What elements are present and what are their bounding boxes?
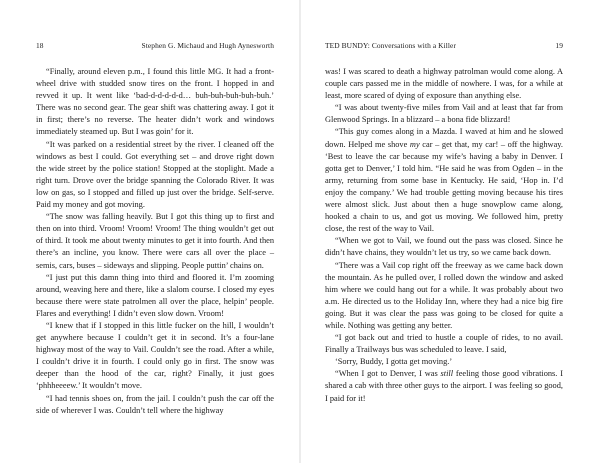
left-page-header [36, 40, 274, 52]
emphasis: still [440, 369, 454, 379]
paragraph: “Finally, around eleven p.m., I found this little MG. It had a front-wheel drive with studded snow tires on the front. I hopped in and revved it up. It went like ‘bad-d-d-d-d-d… buh-buh-buh-buh-buh.’ There was no second gear. The gear shift was chattering away. I got it in first; there’s no reverse. The heater didn’t work and windows immediately steamed up. But I was goin’ for it. [36, 67, 274, 137]
right-page-header [325, 40, 563, 52]
right-page [300, 0, 600, 463]
paragraph: “I was about twenty-five miles from Vail and at least that far from Glenwood Springs. In a blizzard – a bona fide blizzard! [325, 103, 563, 125]
paragraph: “I had tennis shoes on, from the jail. I couldn’t push the car off the side of wherever I was. Couldn’t tell where the highway [36, 393, 274, 415]
paragraph: “The snow was falling heavily. But I got this thing up to first and then on into third. Vroom! Vroom! Vroom! The thing wouldn’t get out of third. It took me about twenty minutes to get it into fourth. And then there’s an incline, you know. There were cars all over the place – semis, cars, buses – sideways and slipping. People puttin’ chains on. [36, 212, 274, 270]
left-running-head: Stephen G. Michaud and Hugh Aynesworth [141, 41, 274, 50]
paragraph: was! I was scared to death a highway patrolman would come along. A couple cars passed me in the middle of nowhere. I was, for a while at least, more scared of dying of exposure than anything else. [325, 67, 563, 101]
left-page-number: 18 [36, 41, 44, 50]
right-running-head: TED BUNDY: Conversations with a Killer [325, 41, 457, 50]
paragraph: “I got back out and tried to hustle a couple of rides, to no avail. Finally a Trailways bus was scheduled to leave. I said, [325, 333, 563, 355]
paragraph: “When we got to Vail, we found out the pass was closed. Since he didn’t have chains, they wouldn’t let us try, so we came back down. [325, 236, 563, 258]
emphasis: my [409, 139, 420, 149]
right-page-body [325, 66, 563, 405]
paragraph: ‘Sorry, Buddy, I gotta get moving.’ [335, 357, 453, 367]
paragraph: “When I got to Denver, I was still feeling those good vibrations. I shared a cab with three other guys to the airport. I was feeling so good, I paid for it! [325, 369, 564, 403]
paragraph: “There was a Vail cop right off the freeway as we came back down the mountain. As he pulled over, I rolled down the window and asked him where we could hang out for a while. It was probably about two a.m. He directed us to the Holiday Inn, where they had a nice big fire going. But it was clear the pass was going to be closed for quite a while. Nothing was getting any better. [325, 260, 563, 330]
paragraph: “It was parked on a residential street by the river. I cleaned off the windows as best I could. Got everything set – and drove right down the wide street by the police station! Stopped at the stoplight. Made a right turn. Drove over the bridge spanning the Colorado River. It was low on gas, so I stopped and filled up just over the bridge. Self-serve. Paid my money and got moving. [36, 139, 274, 210]
right-page-number: 19 [555, 41, 563, 50]
paragraph: “I just put this damn thing into third and floored it. I’m zooming around, weaving here and there, like a slalom course. I closed my eyes because there were state patrolmen all over the place, helpin’ people. Flares and everything! I didn’t even slow down. Vroom! [36, 272, 274, 318]
paragraph: “I knew that if I stopped in this little fucker on the hill, I wouldn’t get anywhere because I couldn’t get it in second. It’s a four-lane highway most of the way to Vail. Couldn’t see the road. After a while, I couldn’t drive it in fourth. I could only go in first. The snow was deeper than the hood of the car, right? Finally, it just goes ‘phhheeeew.’ It wouldn’t move. [36, 320, 274, 391]
paragraph: “This guy comes along in a Mazda. I waved at him and he slowed down. Helped me shove my car – get that, my car! – off the highway. ‘Best to leave the car because my wife’s having a baby in Denver. I gotta get to Denver,’ I told him. “He said he was from Ogden – in the army, returning from some base in Kentucky. He said, ‘Hop in. I’d enjoy the company.’ We had trouble getting moving because his tires were almost slick. Just about then a huge snowplow came along, hooked a chain to us, and got us moving. We followed him, pretty close, the rest of the way to Vail. [325, 127, 563, 234]
left-page-body [36, 66, 274, 417]
